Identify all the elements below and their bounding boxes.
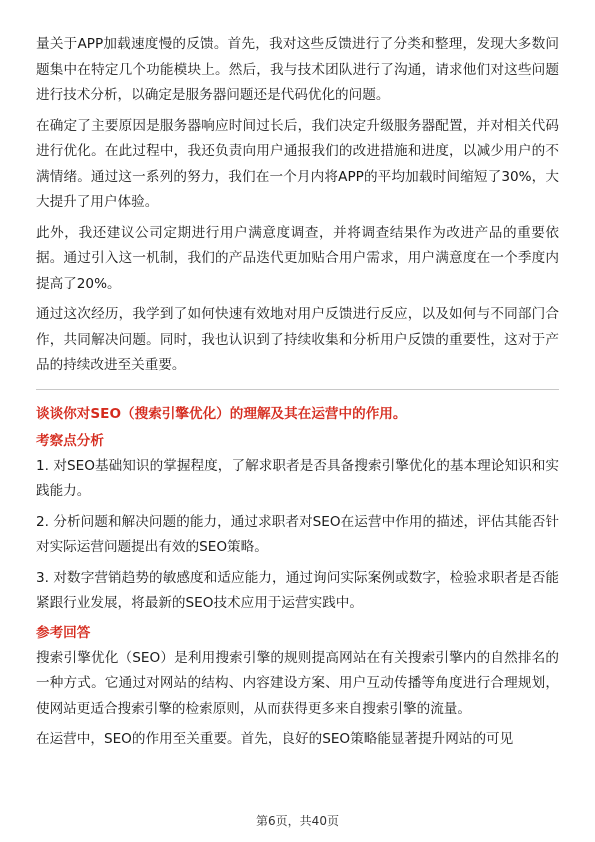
answer-paragraph: 搜索引擎优化（SEO）是利用搜索引擎的规则提高网站在有关搜索引擎内的自然排名的一种方式。它通过对网站的结构、内容建设方案、用户互动传播等角度进行合理规划，使网站更适合搜索引擎的检索原则，从而获得更多来自搜索引擎的流量。 — [36, 649, 559, 717]
section-divider — [36, 389, 559, 390]
analysis-item: 2. 分析问题和解决问题的能力，通过求职者对SEO在运营中作用的描述，评估其能否针对实际运营问题提出有效的SEO策略。 — [36, 513, 559, 555]
body-paragraph: 通过这次经历，我学到了如何快速有效地对用户反馈进行反应，以及如何与不同部门合作，共同解决问题。同时，我也认识到了持续收集和分析用户反馈的重要性，这对于产品的持续改进至关重要。 — [36, 306, 559, 373]
analysis-item: 1. 对SEO基础知识的掌握程度，了解求职者是否具备搜索引擎优化的基本理论知识和实践能力。 — [36, 457, 559, 499]
body-paragraph: 量关于APP加载速度慢的反馈。首先，我对这些反馈进行了分类和整理，发现大多数问题集中在特定几个功能模块上。然后，我与技术团队进行了沟通，请求他们对这些问题进行技术分析，以确定是服务器问题还是代码优化的问题。 — [36, 36, 559, 103]
page-number: 第6页，共40页 — [256, 814, 339, 828]
analysis-heading: 考察点分析 — [36, 432, 104, 449]
body-paragraph: 此外，我还建议公司定期进行用户满意度调查，并将调查结果作为改进产品的重要依据。通过引入这一机制，我们的产品迭代更加贴合用户需求，用户满意度在一个季度内提高了20%。 — [36, 224, 559, 292]
document-page — [36, 32, 559, 758]
body-paragraph: 在确定了主要原因是服务器响应时间过长后，我们决定升级服务器配置，并对相关代码进行优化。在此过程中，我还负责向用户通报我们的改进措施和进度，以减少用户的不满情绪。通过这一系列的努力，我们在一个月内将APP的平均加载时间缩短了30%，大大提升了用户体验。 — [36, 117, 559, 210]
answer-paragraph: 在运营中，SEO的作用至关重要。首先，良好的SEO策略能显著提升网站的可见 — [36, 731, 514, 747]
question-title: 谈谈你对SEO（搜索引擎优化）的理解及其在运营中的作用。 — [36, 405, 407, 422]
analysis-item: 3. 对数字营销趋势的敏感度和适应能力，通过询问实际案例或数字，检验求职者是否能紧跟行业发展，将最新的SEO技术应用于运营实践中。 — [36, 569, 559, 611]
answer-heading: 参考回答 — [36, 624, 91, 641]
